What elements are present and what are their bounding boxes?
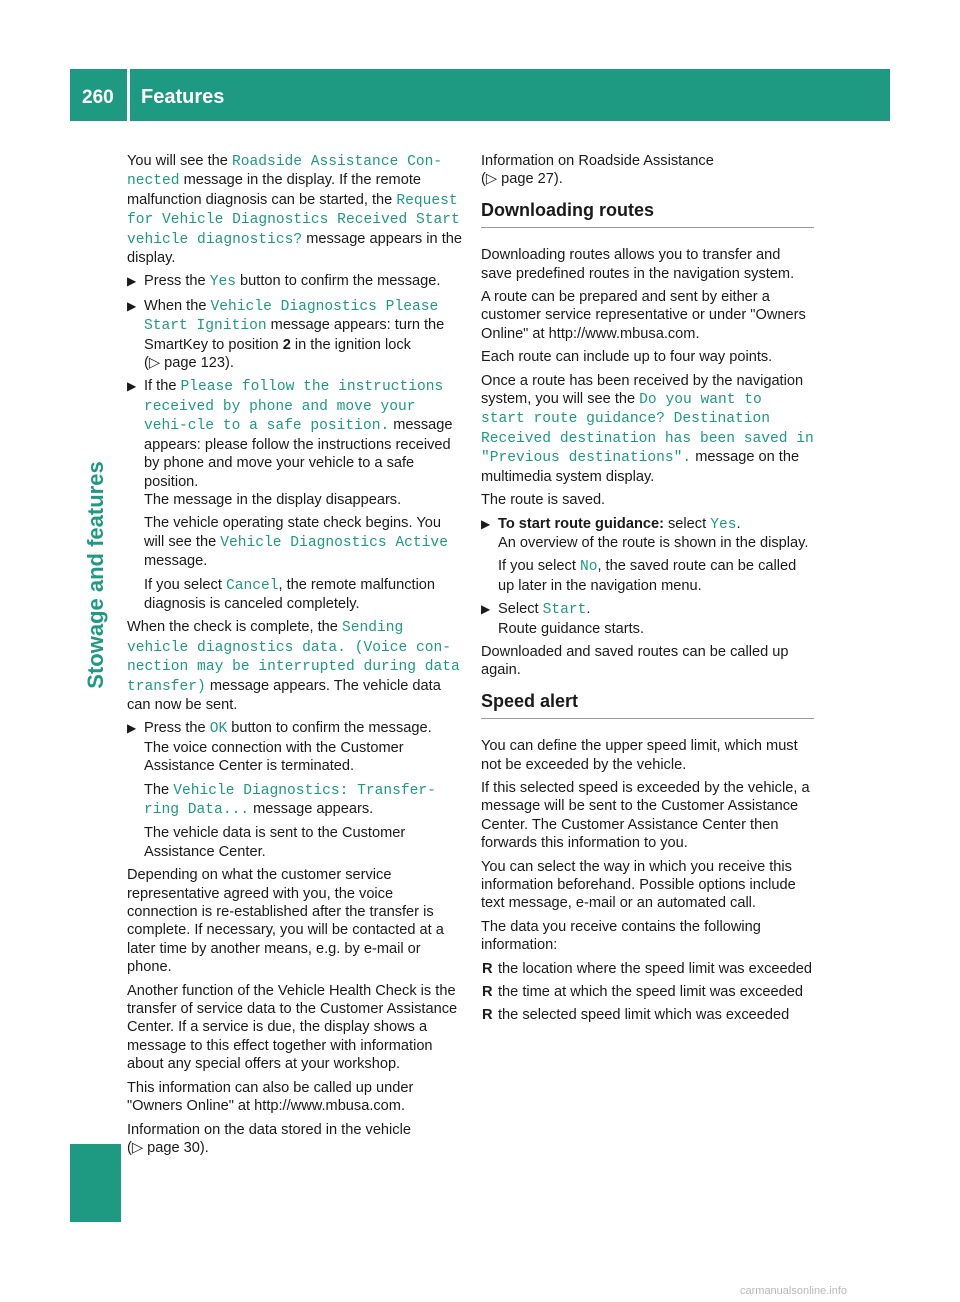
display-message: Start <box>542 602 587 619</box>
paragraph: This information can also be called up under "Owners Online" at http://www.mbusa.com. <box>127 1079 414 1115</box>
bullet-icon: R <box>482 960 493 977</box>
display-message: OK <box>209 721 228 738</box>
step-detail: If you select No, the saved route can be called up later in the navigation menu. <box>498 558 797 594</box>
bullet-icon: R <box>482 984 493 1001</box>
instruction-step: ▶ When the Vehicle Diagnostics Please Start Ignition message appears: turn the SmartKey to position 2 in the ignition lock (▷ page 123). <box>127 297 445 372</box>
display-message: Sending vehicle diagnostics data. (Voice con‐nection may be interrupted during data transfer) <box>127 620 460 695</box>
paragraph: Downloaded and saved routes can be called up again. <box>481 643 789 679</box>
step-detail: The Vehicle Diagnostics: Transfer‐ring Data... message appears. <box>144 781 436 818</box>
display-message: Vehicle Diagnostics: Transfer‐ring Data... <box>144 782 436 818</box>
display-message: Roadside Assistance Con‐nected <box>127 154 443 190</box>
paragraph: Once a route has been received by the navigation system, you will see the Do you want to start route guidance? Destination Received destination has been saved in "Previous destinations". message on the multimedia system display. <box>481 372 814 485</box>
instruction-step: ▶ To start route guidance: select Yes. An overview of the route is shown in the display. <box>481 515 809 551</box>
paragraph: The data you receive contains the following information: <box>481 918 761 954</box>
paragraph: A route can be prepared and sent by either a customer service representative or under "Owners Online" at http://www.mbusa.com. <box>481 289 806 342</box>
display-message: Yes <box>710 516 737 533</box>
page-reference: (▷ page 27). <box>481 171 563 188</box>
display-message: Vehicle Diagnostics Please Start Ignition <box>144 298 439 335</box>
paragraph: You can define the upper speed limit, which must not be exceeded by the vehicle. <box>481 738 798 773</box>
paragraph: Depending on what the customer service representative agreed with you, the voice connection is re-established after the transfer is complete. If necessary, you will be contacted at a later time by another means, e.g. by e-mail or phone. <box>127 867 444 976</box>
step-arrow-icon: ▶ <box>481 516 491 531</box>
list-item: R the location where the speed limit was exceeded <box>482 960 812 977</box>
paragraph: If this selected speed is exceeded by the vehicle, a message will be sent to the Customer Assistance Center. The Customer Assistance Center then forwards this information to you. <box>481 779 810 852</box>
paragraph: You will see the Roadside Assistance Con‐nected message in the display. If the remote malfunction diagnosis can be started, the Request for Vehicle Diagnostics Received Start vehicle diagnostics? message appears in the display. <box>127 153 462 267</box>
step-detail: If you select Cancel, the remote malfunction diagnosis is canceled completely. <box>144 576 436 612</box>
watermark: carmanualsonline.info <box>740 1285 848 1297</box>
list-item: R the selected speed limit which was exceeded <box>482 1007 790 1024</box>
header-divider <box>127 69 130 121</box>
section-tab-marker <box>70 1144 121 1222</box>
step-arrow-icon: ▶ <box>127 274 137 289</box>
display-message: No <box>579 559 598 576</box>
step-detail: The vehicle data is sent to the Customer Assistance Center. <box>144 825 406 860</box>
display-message: Do you want to start route guidance? Destination Received destination has been saved in "Previous destinations". <box>481 392 814 467</box>
display-message: Vehicle Diagnostics Active <box>220 534 448 551</box>
step-arrow-icon: ▶ <box>127 379 137 394</box>
paragraph: The route is saved. <box>481 492 606 509</box>
left-column <box>127 152 462 1162</box>
paragraph: Information on Roadside Assistance (▷ page 27). <box>481 153 714 188</box>
instruction-step: ▶ Select Start. Route guidance starts. <box>481 601 645 637</box>
paragraph: Downloading routes allows you to transfer and save predefined routes in the navigation system. <box>481 247 795 282</box>
paragraph: When the check is complete, the Sending vehicle diagnostics data. (Voice con‐nection may be interrupted during data transfer) message appears. The vehicle data can now be sent. <box>127 619 460 713</box>
step-arrow-icon: ▶ <box>127 298 137 313</box>
paragraph: Information on the data stored in the vehicle (▷ page 30). <box>127 1121 411 1156</box>
display-message: Yes <box>209 274 236 291</box>
section-side-label: Stowage and features <box>83 461 108 689</box>
step-detail: The vehicle operating state check begins. You will see the Vehicle Diagnostics Active message. <box>144 515 448 570</box>
list-item: R the time at which the speed limit was exceeded <box>482 984 804 1001</box>
section-heading-downloading-routes: Downloading routes <box>481 201 814 228</box>
page-heading: Features <box>141 86 225 108</box>
paragraph: Each route can include up to four way points. <box>481 349 773 366</box>
instruction-step: ▶ If the Please follow the instructions received by phone and move your vehi‐cle to a safe position. message appears: please follow the instructions received by phone and move your vehicle to a safe position. The message in the display disappears. <box>127 378 453 508</box>
instruction-step: ▶ Press the Yes button to confirm the message. <box>127 273 441 291</box>
page-number: 260 <box>82 87 114 108</box>
paragraph: You can select the way in which you receive this information beforehand. Possible options include text message, e-mail or an automated call. <box>481 858 796 912</box>
step-arrow-icon: ▶ <box>481 602 491 617</box>
display-message: Request for Vehicle Diagnostics Received Start vehicle diagnostics? <box>127 192 460 248</box>
display-message: Please follow the instructions received by phone and move your vehi‐cle to a safe position. <box>144 379 444 435</box>
instruction-step: ▶ Press the OK button to confirm the message. The voice connection with the Customer Assistance Center is terminated. <box>127 720 432 775</box>
right-column <box>481 152 814 1030</box>
display-message: Cancel <box>225 577 279 594</box>
page-reference: (▷ page 30). <box>127 1139 209 1156</box>
paragraph: Another function of the Vehicle Health Check is the transfer of service data to the Customer Assistance Center. If a service is due, the display shows a message to this effect together with information about any special offers at your workshop. <box>127 982 458 1073</box>
page-reference: (▷ page 123). <box>144 355 234 372</box>
step-arrow-icon: ▶ <box>127 721 137 736</box>
bullet-icon: R <box>482 1007 493 1024</box>
section-heading-speed-alert: Speed alert <box>481 692 814 719</box>
